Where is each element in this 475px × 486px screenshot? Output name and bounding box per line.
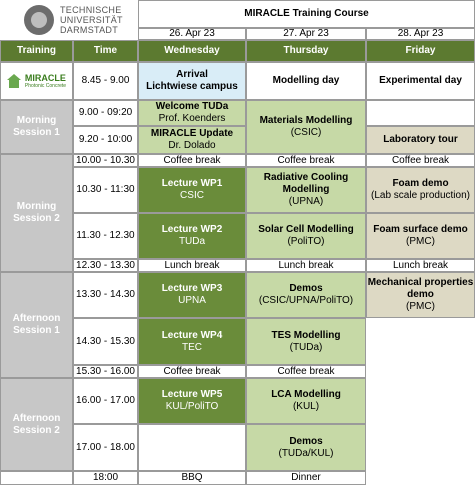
time-slot: 11.30 - 12.30	[73, 213, 138, 259]
solar-cell-modelling-cell: Solar Cell Modelling (PoliTO)	[246, 213, 366, 259]
lunch-break-cell: Lunch break	[246, 259, 366, 272]
morning-session-1: Morning Session 1	[0, 100, 73, 154]
header-wednesday: Wednesday	[138, 40, 246, 62]
empty-cell	[0, 471, 73, 485]
coffee-break-cell: Coffee break	[138, 365, 246, 378]
dinner-cell: Dinner	[246, 471, 366, 485]
header-thursday: Thursday	[246, 40, 366, 62]
lecture-wp4-cell: Lecture WP4 TEC	[138, 318, 246, 365]
coffee-break-cell: Coffee break	[246, 365, 366, 378]
time-slot: 13.30 - 14.30	[73, 272, 138, 318]
time-slot: 17.00 - 18.00	[73, 424, 138, 471]
course-title: MIRACLE Training Course	[138, 0, 475, 28]
lecture-wp2-cell: Lecture WP2 TUDa	[138, 213, 246, 259]
lecture-wp5-cell: Lecture WP5 KUL/PoliTO	[138, 378, 246, 424]
time-slot: 10.30 - 11:30	[73, 167, 138, 213]
lunch-break-cell: Lunch break	[138, 259, 246, 272]
afternoon-session-1: Afternoon Session 1	[0, 272, 73, 378]
empty-cell	[366, 100, 475, 126]
time-slot: 18:00	[73, 471, 138, 485]
mechanical-properties-demo-cell: Mechanical properties demo (PMC)	[366, 272, 475, 318]
bbq-cell: BBQ	[138, 471, 246, 485]
empty-cell	[138, 424, 246, 471]
miracle-update-cell: MIRACLE Update Dr. Dolado	[138, 126, 246, 154]
foam-demo-cell: Foam demo (Lab scale production)	[366, 167, 475, 213]
date-thu: 27. Apr 23	[246, 28, 366, 40]
lunch-break-cell: Lunch break	[366, 259, 475, 272]
date-wed: 26. Apr 23	[138, 28, 246, 40]
time-slot: 10.00 - 10.30	[73, 154, 138, 167]
university-logo	[0, 0, 138, 39]
miracle-logo: MIRACLE Photonic Concrete	[0, 62, 73, 100]
coffee-break-cell: Coffee break	[138, 154, 246, 167]
house-icon	[7, 74, 21, 88]
time-slot: 14.30 - 15.30	[73, 318, 138, 365]
demos-cell: Demos (CSIC/UPNA/PoliTO)	[246, 272, 366, 318]
arrival-cell: Arrival Lichtwiese campus	[138, 62, 246, 100]
modelling-day-cell: Modelling day	[246, 62, 366, 100]
tu-darmstadt-seal-icon	[24, 5, 54, 35]
time-slot: 15.30 - 16.00	[73, 365, 138, 378]
lecture-wp1-cell: Lecture WP1 CSIC	[138, 167, 246, 213]
foam-surface-demo-cell: Foam surface demo (PMC)	[366, 213, 475, 259]
lca-modelling-cell: LCA Modelling (KUL)	[246, 378, 366, 424]
header-training: Training	[0, 40, 73, 62]
demos-cell: Demos (TUDa/KUL)	[246, 424, 366, 471]
afternoon-session-2: Afternoon Session 2	[0, 378, 73, 471]
lecture-wp3-cell: Lecture WP3 UPNA	[138, 272, 246, 318]
time-slot: 8.45 - 9.00	[73, 62, 138, 100]
time-slot: 16.00 - 17.00	[73, 378, 138, 424]
time-slot: 12.30 - 13.30	[73, 259, 138, 272]
header-time: Time	[73, 40, 138, 62]
coffee-break-cell: Coffee break	[366, 154, 475, 167]
experimental-day-cell: Experimental day	[366, 62, 475, 100]
coffee-break-cell: Coffee break	[246, 154, 366, 167]
radiative-cooling-cell: Radiative Cooling Modelling (UPNA)	[246, 167, 366, 213]
date-fri: 28. Apr 23	[366, 28, 475, 40]
university-name: TECHNISCHE UNIVERSITÄT DARMSTADT	[60, 4, 123, 35]
tes-modelling-cell: TES Modelling (TUDa)	[246, 318, 366, 365]
time-slot: 9.20 - 10:00	[73, 126, 138, 154]
header-friday: Friday	[366, 40, 475, 62]
morning-session-2: Morning Session 2	[0, 154, 73, 272]
materials-modelling-cell: Materials Modelling (CSIC)	[246, 100, 366, 154]
time-slot: 9.00 - 09:20	[73, 100, 138, 126]
laboratory-tour-cell: Laboratory tour	[366, 126, 475, 154]
welcome-cell: Welcome TUDa Prof. Koenders	[138, 100, 246, 126]
